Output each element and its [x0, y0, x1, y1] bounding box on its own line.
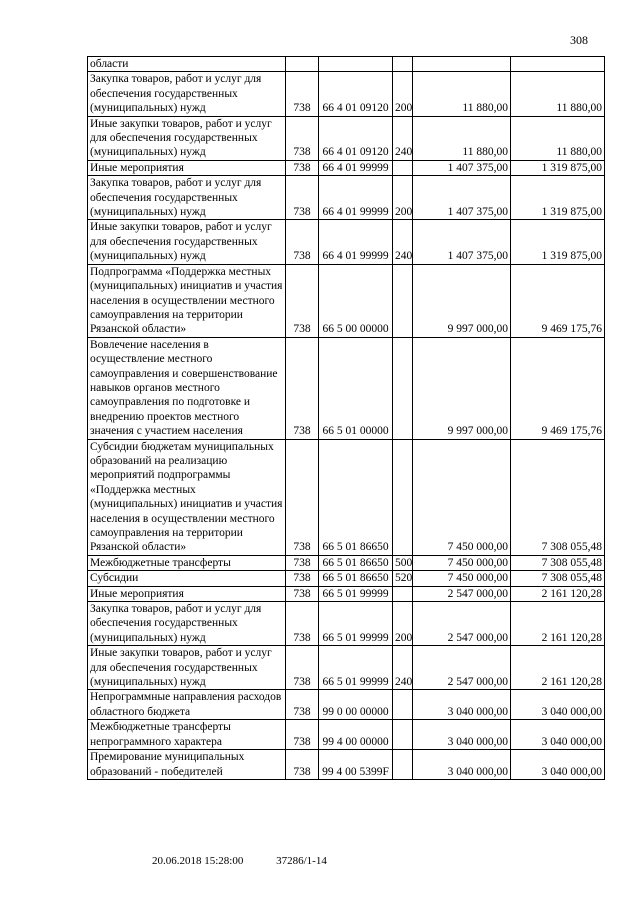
target-article: 66 4 01 99999	[319, 160, 393, 175]
table-row	[88, 571, 605, 586]
table-row	[88, 116, 605, 160]
footer-datetime: 20.06.2018 15:28:00	[152, 855, 244, 867]
amount-executed: 1 319 875,00	[511, 160, 605, 175]
amount-executed: 7 308 055,48	[511, 571, 605, 586]
page-number: 308	[570, 33, 588, 47]
amount-plan	[413, 57, 511, 72]
table-row	[88, 750, 605, 780]
amount-executed: 9 469 175,76	[511, 337, 605, 439]
amount-plan: 2 547 000,00	[413, 586, 511, 601]
amount-executed: 11 880,00	[511, 116, 605, 160]
amount-executed: 3 040 000,00	[511, 690, 605, 720]
amount-plan: 1 407 375,00	[413, 160, 511, 175]
table-row	[88, 264, 605, 337]
amount-executed: 1 319 875,00	[511, 176, 605, 220]
expense-type: 200	[393, 72, 413, 116]
row-name: Закупка товаров, работ и услуг для обеспечения государственных (муниципальных) нужд	[88, 602, 286, 646]
expense-type	[393, 690, 413, 720]
ministry-code: 738	[286, 116, 319, 160]
table-row	[88, 176, 605, 220]
row-name: области	[88, 57, 286, 72]
row-name: Подпрограмма «Поддержка местных (муниципальных) инициатив и участия населения в осуществлении местного самоуправления на территории Рязанской области»	[88, 264, 286, 337]
row-name: Премирование муниципальных образований - победителей	[88, 750, 286, 780]
table-row	[88, 690, 605, 720]
amount-executed: 2 161 120,28	[511, 602, 605, 646]
table-row	[88, 720, 605, 750]
budget-table	[87, 56, 605, 780]
ministry-code: 738	[286, 439, 319, 555]
row-name: Вовлечение населения в осуществление местного самоуправления и совершенствование навыков органов местного самоуправления по подготовке и внедрению проектов местного значения с участием населения	[88, 337, 286, 439]
table-body	[88, 57, 605, 780]
ministry-code: 738	[286, 176, 319, 220]
ministry-code: 738	[286, 160, 319, 175]
target-article: 66 5 01 99999	[319, 602, 393, 646]
amount-plan: 3 040 000,00	[413, 690, 511, 720]
expense-type	[393, 720, 413, 750]
expense-type: 240	[393, 646, 413, 690]
row-name: Иные мероприятия	[88, 160, 286, 175]
target-article: 66 5 01 86650	[319, 555, 393, 570]
ministry-code: 738	[286, 720, 319, 750]
expense-type: 200	[393, 602, 413, 646]
row-name: Субсидии бюджетам муниципальных образований на реализацию мероприятий подпрограммы «Поддержка местных (муниципальных) инициатив и участия населения в осуществлении местного самоуправления на территории Рязанской области»	[88, 439, 286, 555]
row-name: Иные закупки товаров, работ и услуг для обеспечения государственных (муниципальных) нужд	[88, 646, 286, 690]
target-article: 66 5 01 00000	[319, 337, 393, 439]
amount-plan: 3 040 000,00	[413, 720, 511, 750]
amount-plan: 7 450 000,00	[413, 555, 511, 570]
ministry-code: 738	[286, 264, 319, 337]
expense-type: 200	[393, 176, 413, 220]
ministry-code: 738	[286, 337, 319, 439]
amount-executed: 3 040 000,00	[511, 720, 605, 750]
target-article: 66 5 00 00000	[319, 264, 393, 337]
amount-plan: 7 450 000,00	[413, 571, 511, 586]
target-article: 99 0 00 00000	[319, 690, 393, 720]
target-article: 66 5 01 99999	[319, 586, 393, 601]
amount-executed: 7 308 055,48	[511, 439, 605, 555]
ministry-code: 738	[286, 220, 319, 264]
target-article: 66 4 01 99999	[319, 220, 393, 264]
expense-type: 240	[393, 220, 413, 264]
row-name: Иные закупки товаров, работ и услуг для обеспечения государственных (муниципальных) нужд	[88, 220, 286, 264]
target-article: 66 4 01 09120	[319, 116, 393, 160]
row-name: Межбюджетные трансферты непрограммного характера	[88, 720, 286, 750]
amount-plan: 11 880,00	[413, 116, 511, 160]
ministry-code: 738	[286, 586, 319, 601]
ministry-code: 738	[286, 72, 319, 116]
expense-type	[393, 586, 413, 601]
expense-type	[393, 337, 413, 439]
amount-executed: 2 161 120,28	[511, 586, 605, 601]
amount-plan: 2 547 000,00	[413, 646, 511, 690]
expense-type	[393, 750, 413, 780]
ministry-code: 738	[286, 571, 319, 586]
ministry-code	[286, 57, 319, 72]
expense-type	[393, 57, 413, 72]
target-article: 66 4 01 09120	[319, 72, 393, 116]
amount-plan: 1 407 375,00	[413, 176, 511, 220]
amount-executed: 2 161 120,28	[511, 646, 605, 690]
row-name: Непрограммные направления расходов областного бюджета	[88, 690, 286, 720]
target-article: 66 4 01 99999	[319, 176, 393, 220]
row-name: Иные мероприятия	[88, 586, 286, 601]
table-row	[88, 57, 605, 72]
expense-type: 520	[393, 571, 413, 586]
footer-doc-number: 37286/1-14	[276, 855, 327, 867]
table-row	[88, 439, 605, 555]
target-article: 99 4 00 00000	[319, 720, 393, 750]
amount-plan: 11 880,00	[413, 72, 511, 116]
row-name: Закупка товаров, работ и услуг для обеспечения государственных (муниципальных) нужд	[88, 176, 286, 220]
expense-type	[393, 439, 413, 555]
amount-executed: 7 308 055,48	[511, 555, 605, 570]
row-name: Иные закупки товаров, работ и услуг для обеспечения государственных (муниципальных) нужд	[88, 116, 286, 160]
amount-executed	[511, 57, 605, 72]
amount-executed: 1 319 875,00	[511, 220, 605, 264]
target-article: 66 5 01 99999	[319, 646, 393, 690]
ministry-code: 738	[286, 555, 319, 570]
target-article: 99 4 00 5399F	[319, 750, 393, 780]
target-article: 66 5 01 86650	[319, 439, 393, 555]
expense-type: 240	[393, 116, 413, 160]
table-row	[88, 646, 605, 690]
expense-type	[393, 264, 413, 337]
amount-plan: 7 450 000,00	[413, 439, 511, 555]
table-row	[88, 337, 605, 439]
amount-executed: 9 469 175,76	[511, 264, 605, 337]
row-name: Закупка товаров, работ и услуг для обеспечения государственных (муниципальных) нужд	[88, 72, 286, 116]
ministry-code: 738	[286, 602, 319, 646]
row-name: Субсидии	[88, 571, 286, 586]
amount-plan: 9 997 000,00	[413, 337, 511, 439]
target-article	[319, 57, 393, 72]
footer	[152, 855, 357, 867]
row-name: Межбюджетные трансферты	[88, 555, 286, 570]
table-row	[88, 602, 605, 646]
amount-executed: 11 880,00	[511, 72, 605, 116]
table-row	[88, 160, 605, 175]
table-row	[88, 555, 605, 570]
ministry-code: 738	[286, 690, 319, 720]
amount-plan: 2 547 000,00	[413, 602, 511, 646]
amount-executed: 3 040 000,00	[511, 750, 605, 780]
expense-type	[393, 160, 413, 175]
table-row	[88, 220, 605, 264]
amount-plan: 9 997 000,00	[413, 264, 511, 337]
expense-type: 500	[393, 555, 413, 570]
ministry-code: 738	[286, 750, 319, 780]
ministry-code: 738	[286, 646, 319, 690]
target-article: 66 5 01 86650	[319, 571, 393, 586]
table-row	[88, 72, 605, 116]
amount-plan: 3 040 000,00	[413, 750, 511, 780]
amount-plan: 1 407 375,00	[413, 220, 511, 264]
table-row	[88, 586, 605, 601]
